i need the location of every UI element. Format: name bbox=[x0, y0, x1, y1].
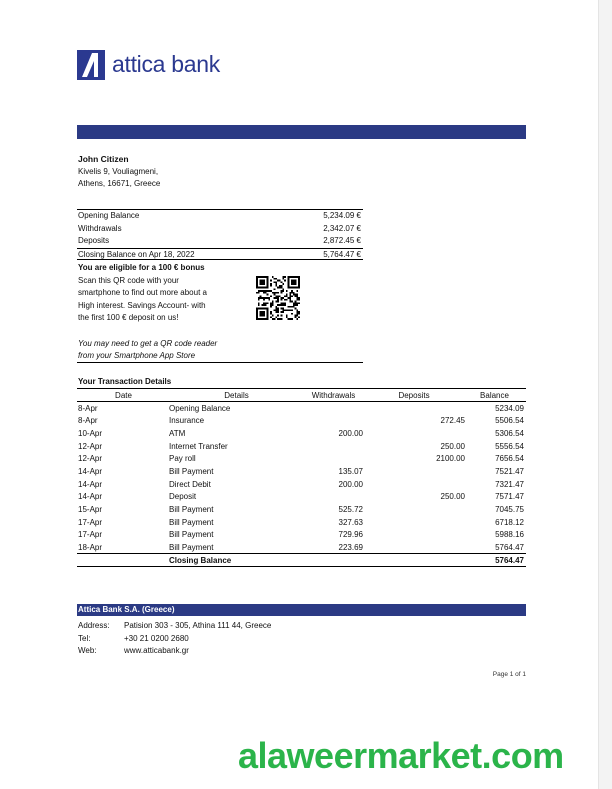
cell-deposit bbox=[363, 529, 465, 542]
cell-details: ATM bbox=[169, 428, 186, 438]
table-row bbox=[77, 529, 526, 542]
table-row bbox=[77, 465, 526, 478]
summary-label: Closing Balance on Apr 18, 2022 bbox=[78, 249, 195, 259]
table-row bbox=[77, 516, 526, 529]
table-row bbox=[77, 503, 526, 516]
cell-withdrawal: 729.96 bbox=[338, 530, 363, 540]
column-header-deposits: Deposits bbox=[363, 389, 465, 402]
cell-details: Internet Transfer bbox=[169, 441, 228, 451]
qr-note-line: from your Smartphone App Store bbox=[78, 350, 196, 360]
cell-balance: 7656.54 bbox=[495, 454, 524, 464]
cell-deposit bbox=[363, 503, 465, 516]
closing-balance-row bbox=[77, 554, 526, 567]
cell-balance: 7321.47 bbox=[495, 479, 524, 489]
contact-row-address bbox=[78, 620, 271, 633]
cell-deposit bbox=[363, 541, 465, 554]
cell-date: 8-Apr bbox=[78, 403, 98, 413]
summary-label: Deposits bbox=[78, 236, 110, 246]
cell-details: Insurance bbox=[169, 416, 205, 426]
cell-withdrawal: 223.69 bbox=[338, 542, 363, 552]
cell-withdrawal bbox=[304, 414, 363, 427]
closing-balance-value: 5764.47 bbox=[465, 554, 526, 567]
cell-details: Bill Payment bbox=[169, 542, 214, 552]
cell-details: Bill Payment bbox=[169, 505, 214, 515]
cell-withdrawal: 200.00 bbox=[338, 479, 363, 489]
promo-text: High interest. Savings Account- with bbox=[78, 300, 206, 310]
closing-balance-label: Closing Balance bbox=[169, 554, 304, 567]
cell-date: 17-Apr bbox=[78, 530, 103, 540]
summary-row-opening bbox=[77, 210, 363, 223]
promo-heading: You are eligible for a 100 € bonus bbox=[78, 263, 205, 272]
column-header-details: Details bbox=[169, 389, 304, 402]
table-row bbox=[77, 402, 526, 415]
promo-block bbox=[78, 262, 248, 325]
customer-address-block bbox=[78, 153, 160, 191]
cell-date: 17-Apr bbox=[78, 517, 103, 527]
cell-balance: 5556.54 bbox=[495, 441, 524, 451]
table-row bbox=[77, 491, 526, 504]
cell-withdrawal bbox=[304, 402, 363, 415]
cell-balance: 5988.16 bbox=[495, 530, 524, 540]
cell-withdrawal: 525.72 bbox=[338, 505, 363, 515]
summary-value: 5,234.09 € bbox=[323, 211, 361, 220]
table-header-row bbox=[77, 389, 526, 402]
summary-row-closing bbox=[77, 248, 363, 261]
cell-details: Opening Balance bbox=[169, 403, 231, 413]
table-row bbox=[77, 478, 526, 491]
table-row bbox=[77, 427, 526, 440]
cell-deposit bbox=[363, 402, 465, 415]
website-link[interactable]: www.atticabank.gr bbox=[124, 646, 189, 655]
customer-name: John Citizen bbox=[78, 154, 129, 164]
table-row bbox=[77, 541, 526, 554]
footer-bank-name: Attica Bank S.A. (Greece) bbox=[77, 604, 526, 616]
summary-row-withdrawals bbox=[77, 223, 363, 236]
column-header-withdrawals: Withdrawals bbox=[304, 389, 363, 402]
customer-address-line: Athens, 16671, Greece bbox=[78, 179, 161, 188]
summary-row-deposits bbox=[77, 235, 363, 248]
cell-deposit bbox=[363, 465, 465, 478]
cell-withdrawal bbox=[304, 452, 363, 465]
divider bbox=[77, 362, 363, 363]
column-header-date: Date bbox=[77, 389, 169, 402]
cell-details: Bill Payment bbox=[169, 466, 214, 476]
promo-text: smartphone to find out more about a bbox=[78, 288, 207, 297]
table-row bbox=[77, 440, 526, 453]
cell-date: 12-Apr bbox=[78, 454, 103, 464]
cell-details: Direct Debit bbox=[169, 479, 211, 489]
cell-deposit bbox=[363, 427, 465, 440]
cell-deposit bbox=[363, 478, 465, 491]
cell-deposit: 272.45 bbox=[440, 416, 465, 426]
contact-value: +30 21 0200 2680 bbox=[124, 633, 189, 643]
qr-code-icon[interactable] bbox=[256, 276, 300, 320]
cell-date: 10-Apr bbox=[78, 428, 103, 438]
summary-label: Opening Balance bbox=[78, 211, 140, 220]
cell-balance: 5306.54 bbox=[495, 428, 524, 438]
cell-details: Bill Payment bbox=[169, 530, 214, 540]
cell-deposit bbox=[363, 516, 465, 529]
contact-value: Patision 303 - 305, Athina 111 44, Greece bbox=[124, 621, 272, 630]
cell-balance: 5234.09 bbox=[495, 403, 524, 413]
cell-date: 12-Apr bbox=[78, 441, 103, 451]
qr-note-line: You may need to get a QR code reader bbox=[78, 339, 218, 348]
cell-deposit: 250.00 bbox=[440, 441, 465, 451]
cell-date: 18-Apr bbox=[78, 542, 103, 552]
contact-row-web bbox=[78, 645, 271, 658]
column-header-balance: Balance bbox=[465, 389, 526, 402]
cell-withdrawal bbox=[304, 440, 363, 453]
cell-balance: 5764.47 bbox=[495, 542, 524, 552]
promo-text: Scan this QR code with your bbox=[78, 275, 179, 285]
customer-address-line: Kivelis 9, Vouliagmeni, bbox=[78, 166, 159, 176]
attica-bank-logo-icon bbox=[77, 50, 105, 80]
transactions-title: Your Transaction Details bbox=[78, 377, 172, 386]
promo-text: the first 100 € deposit on us! bbox=[78, 313, 179, 322]
cell-date: 8-Apr bbox=[78, 416, 98, 426]
cell-date: 14-Apr bbox=[78, 466, 103, 476]
cell-balance: 6718.12 bbox=[495, 517, 524, 527]
cell-withdrawal: 327.63 bbox=[338, 517, 363, 527]
contact-label: Web: bbox=[78, 646, 97, 655]
cell-withdrawal bbox=[304, 491, 363, 504]
header-bar bbox=[77, 125, 526, 139]
cell-details: Deposit bbox=[169, 492, 197, 502]
page-number: Page 1 of 1 bbox=[492, 671, 526, 678]
table-row bbox=[77, 452, 526, 465]
watermark: alaweermarket.com bbox=[238, 735, 564, 776]
summary-value: 2,872.45 € bbox=[323, 236, 361, 246]
summary-label: Withdrawals bbox=[78, 223, 122, 233]
cell-balance: 7045.75 bbox=[495, 505, 524, 515]
contact-label: Address: bbox=[78, 621, 110, 630]
cell-details: Pay roll bbox=[169, 454, 196, 464]
cell-date: 15-Apr bbox=[78, 505, 103, 515]
cell-withdrawal: 200.00 bbox=[338, 428, 363, 438]
page-edge bbox=[598, 0, 612, 789]
cell-details: Bill Payment bbox=[169, 517, 214, 527]
cell-deposit: 250.00 bbox=[440, 492, 465, 502]
contact-row-tel bbox=[78, 633, 271, 646]
cell-date: 14-Apr bbox=[78, 479, 103, 489]
cell-date: 14-Apr bbox=[78, 492, 103, 502]
summary-value: 5,764.47 € bbox=[323, 249, 361, 259]
cell-balance: 7571.47 bbox=[495, 492, 524, 502]
cell-balance: 7521.47 bbox=[495, 466, 524, 476]
bank-name-logo: attica bank bbox=[112, 51, 220, 77]
cell-deposit: 2100.00 bbox=[436, 454, 465, 464]
bank-contact bbox=[78, 620, 271, 658]
summary-value: 2,342.07 € bbox=[323, 223, 361, 233]
table-row bbox=[77, 414, 526, 427]
contact-label: Tel: bbox=[78, 633, 91, 643]
qr-note bbox=[78, 338, 217, 361]
account-summary bbox=[77, 209, 363, 260]
cell-balance: 5506.54 bbox=[495, 416, 524, 426]
cell-withdrawal: 135.07 bbox=[338, 466, 363, 476]
transactions-table bbox=[77, 388, 526, 567]
